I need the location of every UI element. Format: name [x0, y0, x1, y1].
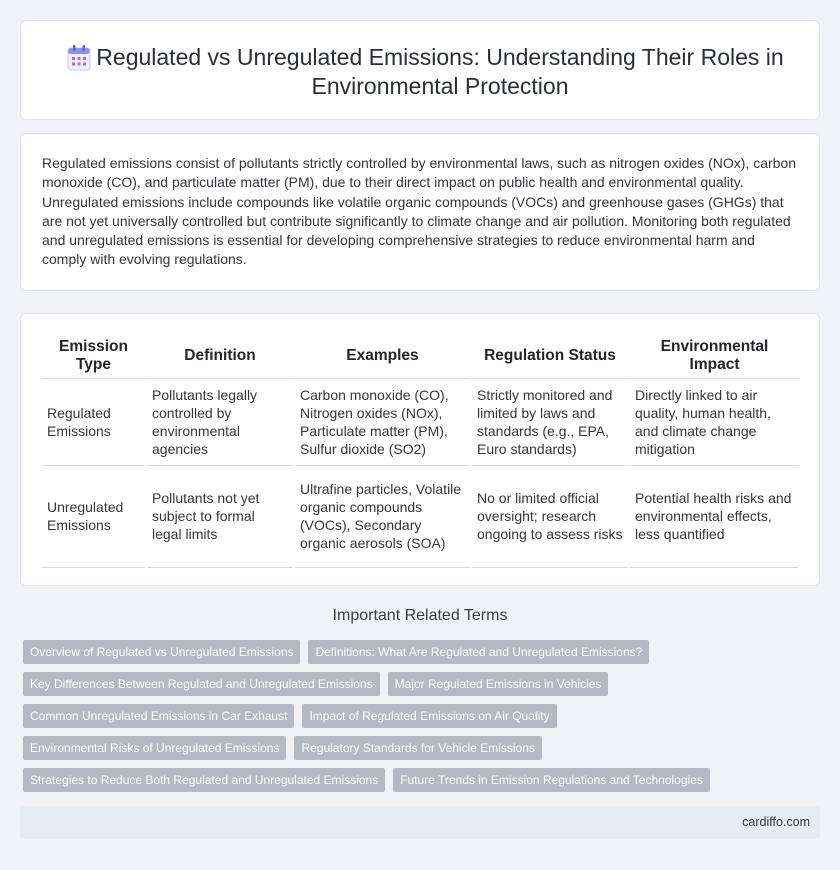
- calendar-icon: [67, 45, 91, 71]
- table-cell: Strictly monitored and limited by laws and standards (e.g., EPA, Euro standards): [471, 378, 629, 465]
- intro-card: [20, 133, 820, 291]
- related-term-tag[interactable]: Common Unregulated Emissions in Car Exhaust: [23, 704, 294, 728]
- table-cell: Ultrafine particles, Volatile organic compounds (VOCs), Secondary organic aerosols (SOA): [294, 465, 471, 567]
- tag-row: [23, 704, 823, 728]
- related-term-tag[interactable]: Environmental Risks of Unregulated Emissions: [23, 736, 286, 760]
- tag-row: [23, 640, 823, 664]
- tag-row: [23, 672, 823, 696]
- related-term-tag[interactable]: Strategies to Reduce Both Regulated and Unregulated Emissions: [23, 768, 385, 792]
- footer: [20, 806, 820, 839]
- column-header: Environmental Impact: [629, 334, 799, 378]
- footer-site[interactable]: cardiffo.com: [742, 815, 810, 829]
- table-header-row: [42, 334, 799, 378]
- column-header: Regulation Status: [471, 334, 629, 378]
- column-header: Emission Type: [42, 334, 146, 378]
- related-terms-title: Important Related Terms: [332, 607, 508, 624]
- related-term-tag[interactable]: Impact of Regulated Emissions on Air Quality: [302, 704, 556, 728]
- tag-row: [23, 736, 823, 760]
- table-cell: Carbon monoxide (CO), Nitrogen oxides (NOx), Particulate matter (PM), Sulfur dioxide (SO2): [294, 378, 471, 465]
- related-term-tag[interactable]: Definitions: What Are Regulated and Unregulated Emissions?: [308, 640, 649, 664]
- table-cell: Unregulated Emissions: [42, 465, 146, 567]
- table-row: [42, 465, 799, 567]
- related-term-tag[interactable]: Major Regulated Emissions in Vehicles: [388, 672, 609, 696]
- table-cell: Pollutants not yet subject to formal legal limits: [146, 465, 294, 567]
- table-cell: Potential health risks and environmental effects, less quantified: [629, 465, 799, 567]
- table-row: [42, 378, 799, 465]
- intro-paragraph: Regulated emissions consist of pollutants strictly controlled by environmental laws, such as nitrogen oxides (NOx), carbon monoxide (CO), and particulate matter (PM), due to their direct impact on public health and environmental quality. Unregulated emissions include compounds like volatile organic compounds (VOCs) and greenhouse gases (GHGs) that are not yet universally controlled but contribute significantly to climate change and air pollution. Monitoring both regulated and unregulated emissions is essential for developing comprehensive strategies to reduce environmental harm and comply with evolving regulations.: [42, 155, 797, 268]
- table-card: [20, 313, 820, 586]
- table-cell: Regulated Emissions: [42, 378, 146, 465]
- title-wrap: [41, 43, 799, 101]
- related-term-tag[interactable]: Future Trends in Emission Regulations and Technologies: [393, 768, 710, 792]
- table-cell: Directly linked to air quality, human health, and climate change mitigation: [629, 378, 799, 465]
- table-cell: No or limited official oversight; research ongoing to assess risks: [471, 465, 629, 567]
- header-card: [20, 20, 820, 120]
- comparison-table: [42, 334, 799, 568]
- column-header: Definition: [146, 334, 294, 378]
- page-title: Regulated vs Unregulated Emissions: Understanding Their Roles in Environmental Protection: [96, 44, 784, 99]
- table-cell: Pollutants legally controlled by environmental agencies: [146, 378, 294, 465]
- related-terms-list: [23, 640, 823, 800]
- related-term-tag[interactable]: Overview of Regulated vs Unregulated Emissions: [23, 640, 300, 664]
- tag-row: [23, 768, 823, 792]
- column-header: Examples: [294, 334, 471, 378]
- related-term-tag[interactable]: Regulatory Standards for Vehicle Emissions: [294, 736, 541, 760]
- related-term-tag[interactable]: Key Differences Between Regulated and Unregulated Emissions: [23, 672, 380, 696]
